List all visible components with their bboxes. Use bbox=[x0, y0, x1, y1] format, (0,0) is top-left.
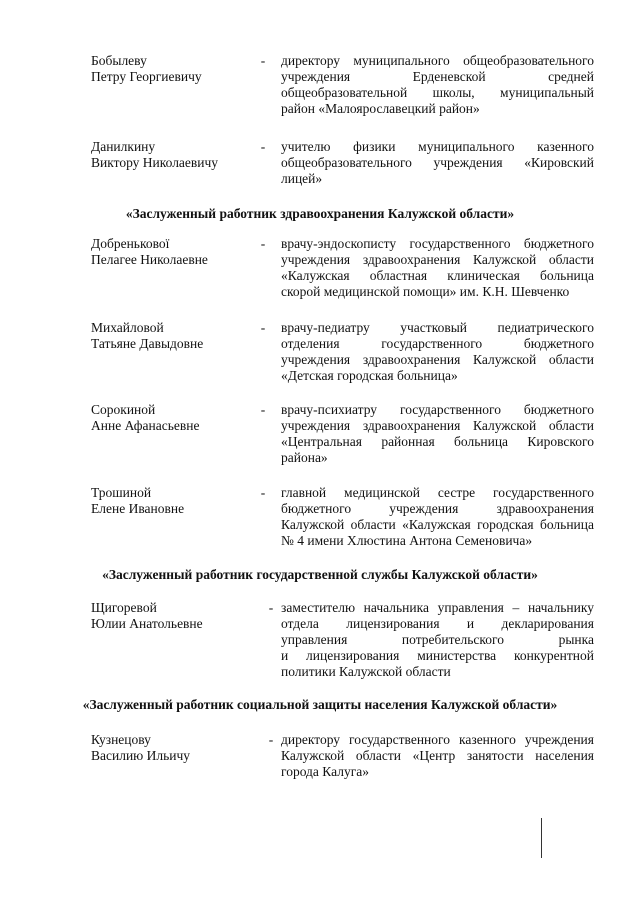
award-heading: «Заслуженный работник государственной службы Калужской области» bbox=[102, 567, 538, 582]
recipient-name: Трошиной Елене Ивановне bbox=[91, 485, 185, 516]
recipient-name: Щигоревой Юлии Анатольевне bbox=[91, 600, 203, 631]
award-heading: «Заслуженный работник здравоохранения Калужской области» bbox=[125, 206, 515, 221]
dash-separator: - bbox=[268, 732, 274, 747]
recipient-position: директору муниципального общеобразовательного учреждения Ерденевской средней общеобразовательной школы, муниципальный район «Малоярославецкий район» bbox=[281, 53, 594, 116]
dash-separator: - bbox=[260, 320, 266, 335]
recipient-position: главной медицинской сестре государственного бюджетного учреждения здравоохранения Калужской области «Калужская городская больница № 4 имени Хлюстина Антона Семеновича» bbox=[281, 485, 594, 548]
dash-separator: - bbox=[260, 139, 266, 154]
dash-separator: - bbox=[260, 236, 266, 251]
dash-separator: - bbox=[260, 485, 266, 500]
award-entry bbox=[0, 236, 640, 299]
recipient-name: Сорокиной Анне Афанасьевне bbox=[91, 402, 200, 433]
recipient-position: директору государственного казенного учреждения Калужской области «Центр занятости населения города Калуга» bbox=[281, 732, 594, 779]
award-entry bbox=[0, 600, 640, 679]
recipient-position: учителю физики муниципального казенного общеобразовательного учреждения «Кировский лицей» bbox=[281, 139, 594, 186]
recipient-name: Данилкину Виктору Николаевичу bbox=[91, 139, 219, 170]
recipient-name: Михайловой Татьяне Давыдовне bbox=[91, 320, 204, 351]
recipient-position: заместителю начальника управления – начальнику отдела лицензирования и декларирования управления потребительского рынка и лицензирования министерства конкурентной политики Калужской области bbox=[281, 600, 594, 679]
award-entry bbox=[0, 53, 640, 116]
dash-separator: - bbox=[260, 53, 266, 68]
dash-separator: - bbox=[260, 402, 266, 417]
recipient-position: врачу-эндоскописту государственного бюджетного учреждения здравоохранения Калужской области «Калужская областная клиническая больница скорой медицинской помощи» им. К.Н. Шевченко bbox=[281, 236, 594, 299]
award-entry bbox=[0, 732, 640, 779]
recipient-name: Кузнецову Василию Ильичу bbox=[91, 732, 191, 763]
recipient-position: врачу-педиатру участковый педиатрического отделения государственного бюджетного учреждения здравоохранения Калужской области «Детская городская больница» bbox=[281, 320, 594, 383]
award-entry bbox=[0, 320, 640, 383]
award-entry bbox=[0, 485, 640, 548]
recipient-name: Бобылеву Петру Георгиевичу bbox=[91, 53, 202, 84]
award-entry bbox=[0, 402, 640, 465]
award-entry bbox=[0, 139, 640, 186]
recipient-name: Добренькової Пелагее Николаевне bbox=[91, 236, 208, 267]
dash-separator: - bbox=[268, 600, 274, 615]
margin-rule bbox=[541, 818, 542, 858]
award-heading: «Заслуженный работник социальной защиты населения Калужской области» bbox=[82, 697, 558, 712]
recipient-position: врачу-психиатру государственного бюджетного учреждения здравоохранения Калужской области «Центральная районная больница Кировского района» bbox=[281, 402, 594, 465]
